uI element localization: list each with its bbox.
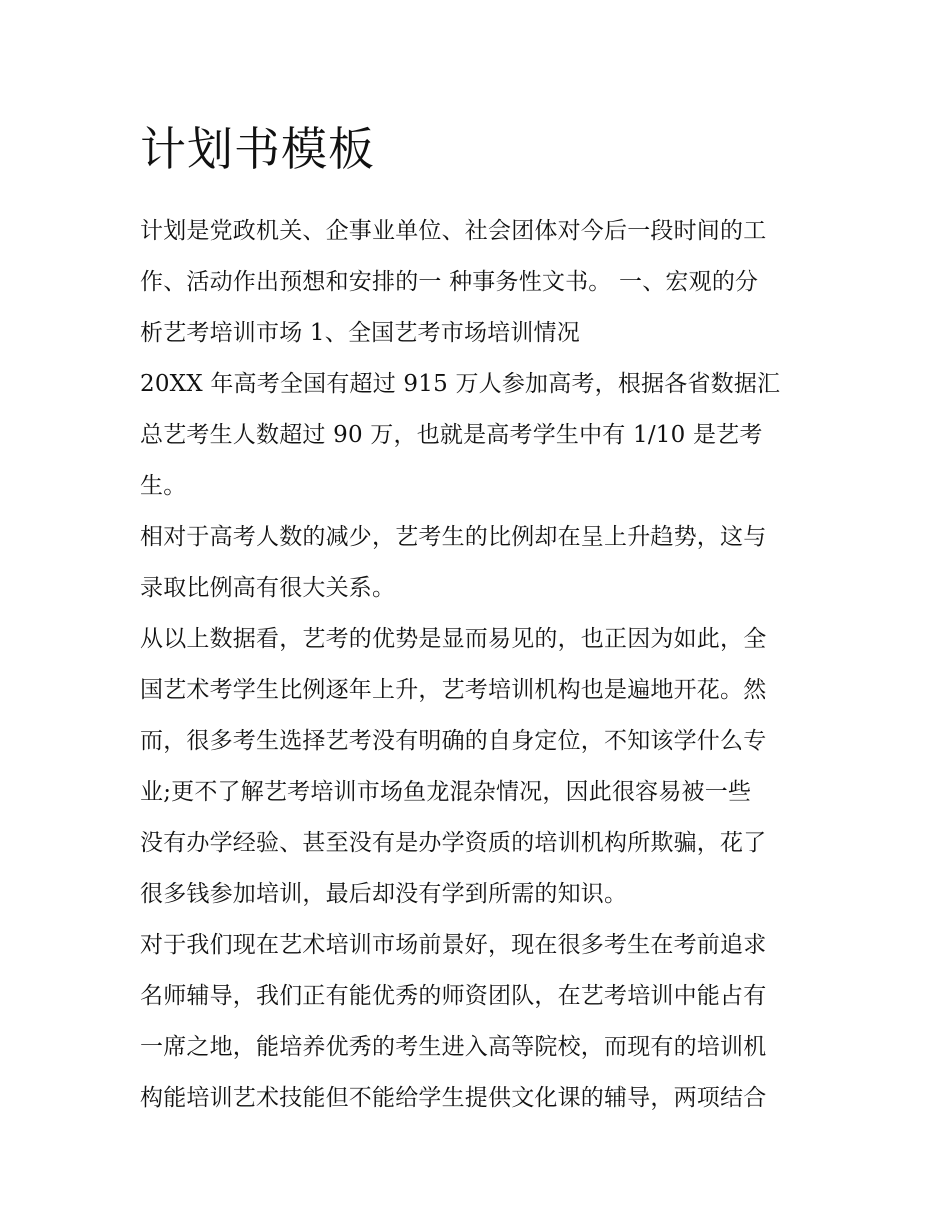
paragraph-line: 很多钱参加培训，最后却没有学到所需的知识。 xyxy=(140,881,628,907)
paragraph-5 xyxy=(140,920,815,1124)
page-title: 计划书模板 xyxy=(140,122,375,176)
paragraph-line: 一席之地，能培养优秀的考生进入高等院校，而现有的培训机 xyxy=(140,1034,767,1060)
paragraph-2 xyxy=(140,359,815,512)
document-content xyxy=(140,118,815,1124)
paragraph-line: 析艺考培训市场 1、全国艺考市场培训情况 xyxy=(140,320,580,346)
paragraph-line: 20XX 年高考全国有超过 915 万人参加高考，根据各省数据汇 xyxy=(140,371,781,397)
paragraph-line: 名师辅导，我们正有能优秀的师资团队，在艺考培训中能占有 xyxy=(140,983,767,1009)
paragraph-line: 而，很多考生选择艺考没有明确的自身定位，不知该学什么专 xyxy=(140,728,767,754)
paragraph-line: 业;更不了解艺考培训市场鱼龙混杂情况，因此很容易被一些 xyxy=(140,779,752,805)
paragraph-line: 总艺考生人数超过 90 万，也就是高考学生中有 1/10 是艺考 xyxy=(140,422,763,448)
paragraph-1 xyxy=(140,206,815,359)
paragraph-line: 录取比例高有很大关系。 xyxy=(140,575,396,601)
paragraph-line: 从以上数据看，艺考的优势是显而易见的，也正因为如此，全 xyxy=(140,626,767,652)
paragraph-4 xyxy=(140,614,815,920)
paragraph-line: 对于我们现在艺术培训市场前景好，现在很多考生在考前追求 xyxy=(140,932,767,958)
paragraph-line: 没有办学经验、甚至没有是办学资质的培训机构所欺骗，花了 xyxy=(140,830,767,856)
paragraph-line: 相对于高考人数的减少，艺考生的比例却在呈上升趋势，这与 xyxy=(140,524,767,550)
paragraph-line: 生。 xyxy=(140,473,187,499)
paragraph-line: 作、活动作出预想和安排的一 种事务性文书。 一、宏观的分 xyxy=(140,269,759,295)
paragraph-line: 构能培训艺术技能但不能给学生提供文化课的辅导，两项结合 xyxy=(140,1085,767,1111)
paragraph-line: 计划是党政机关、企事业单位、社会团体对今后一段时间的工 xyxy=(140,218,767,244)
paragraph-line: 国艺术考学生比例逐年上升，艺考培训机构也是遍地开花。然 xyxy=(140,677,767,703)
paragraph-3 xyxy=(140,512,815,614)
